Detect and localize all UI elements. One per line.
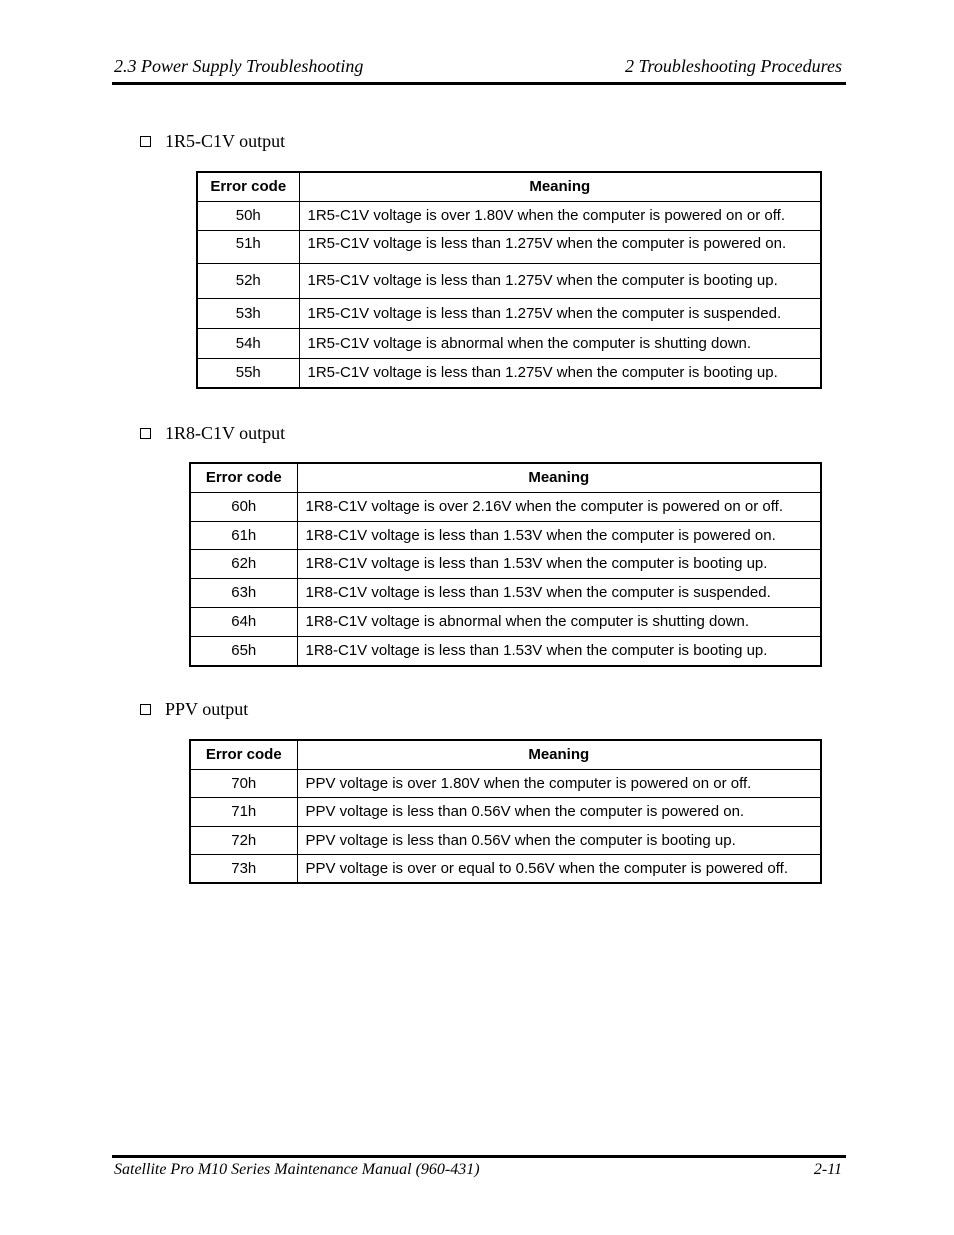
table-row: [197, 298, 821, 328]
page-header: [112, 56, 846, 85]
column-header-error-code: Error code: [190, 463, 297, 492]
table-row: [190, 769, 821, 797]
page-number: 2-11: [813, 1161, 842, 1178]
column-header-error-code: Error code: [190, 740, 297, 769]
table-row: [190, 607, 821, 636]
error-code-cell: 63h: [190, 578, 297, 607]
meaning-cell: 1R5-C1V voltage is less than 1.275V when the computer is booting up.: [299, 358, 821, 388]
error-code-cell: 55h: [197, 358, 299, 388]
error-code-cell: 52h: [197, 263, 299, 298]
page-footer: [112, 1155, 846, 1178]
table-row: [190, 578, 821, 607]
checkbox-bullet-icon: [140, 428, 151, 439]
meaning-cell: 1R5-C1V voltage is over 1.80V when the computer is powered on or off.: [299, 201, 821, 230]
meaning-cell: 1R8-C1V voltage is over 2.16V when the computer is powered on or off.: [297, 492, 821, 521]
table-row: [197, 230, 821, 263]
footer-manual-title: Satellite Pro M10 Series Maintenance Manual (960-431): [114, 1161, 480, 1178]
table-row: [190, 549, 821, 578]
error-code-cell: 70h: [190, 769, 297, 797]
meaning-cell: PPV voltage is less than 0.56V when the computer is powered on.: [297, 797, 821, 826]
table-header-row: [190, 463, 821, 492]
section-label: PPV output: [165, 699, 249, 719]
error-code-cell: 53h: [197, 298, 299, 328]
table-row: [190, 797, 821, 826]
error-code-cell: 61h: [190, 521, 297, 549]
checkbox-bullet-icon: [140, 136, 151, 147]
meaning-cell: PPV voltage is over or equal to 0.56V when the computer is powered off.: [297, 854, 821, 883]
meaning-cell: 1R8-C1V voltage is less than 1.53V when the computer is booting up.: [297, 549, 821, 578]
error-code-cell: 54h: [197, 328, 299, 358]
header-section-title: 2.3 Power Supply Troubleshooting: [114, 56, 364, 76]
table-row: [190, 826, 821, 854]
table-row: [190, 636, 821, 666]
table-row: [190, 521, 821, 549]
column-header-meaning: Meaning: [299, 172, 821, 201]
table-row: [197, 263, 821, 298]
table-row: [197, 328, 821, 358]
column-header-meaning: Meaning: [297, 463, 821, 492]
meaning-cell: 1R5-C1V voltage is less than 1.275V when the computer is powered on.: [299, 230, 821, 263]
section-title-1r5: [140, 131, 285, 151]
error-table-ppv: [189, 739, 822, 884]
table-row: [190, 492, 821, 521]
error-code-cell: 73h: [190, 854, 297, 883]
column-header-meaning: Meaning: [297, 740, 821, 769]
meaning-cell: 1R8-C1V voltage is abnormal when the computer is shutting down.: [297, 607, 821, 636]
meaning-cell: 1R8-C1V voltage is less than 1.53V when the computer is suspended.: [297, 578, 821, 607]
table-row: [190, 854, 821, 883]
error-code-cell: 64h: [190, 607, 297, 636]
meaning-cell: PPV voltage is less than 0.56V when the computer is booting up.: [297, 826, 821, 854]
error-table-1r5: [196, 171, 822, 389]
table-header-row: [190, 740, 821, 769]
table-row: [197, 358, 821, 388]
error-code-cell: 50h: [197, 201, 299, 230]
section-label: 1R8-C1V output: [165, 423, 286, 443]
meaning-cell: PPV voltage is over 1.80V when the computer is powered on or off.: [297, 769, 821, 797]
meaning-cell: 1R8-C1V voltage is less than 1.53V when the computer is booting up.: [297, 636, 821, 666]
checkbox-bullet-icon: [140, 704, 151, 715]
column-header-error-code: Error code: [197, 172, 299, 201]
meaning-cell: 1R5-C1V voltage is less than 1.275V when the computer is booting up.: [299, 263, 821, 298]
error-code-cell: 51h: [197, 230, 299, 263]
meaning-cell: 1R5-C1V voltage is less than 1.275V when the computer is suspended.: [299, 298, 821, 328]
error-code-cell: 72h: [190, 826, 297, 854]
error-code-cell: 65h: [190, 636, 297, 666]
header-chapter-title: 2 Troubleshooting Procedures: [625, 56, 842, 76]
meaning-cell: 1R5-C1V voltage is abnormal when the computer is shutting down.: [299, 328, 821, 358]
section-title-1r8: [140, 423, 285, 443]
table-row: [197, 201, 821, 230]
table-header-row: [197, 172, 821, 201]
error-table-1r8: [189, 462, 822, 667]
section-label: 1R5-C1V output: [165, 131, 286, 151]
error-code-cell: 60h: [190, 492, 297, 521]
error-code-cell: 71h: [190, 797, 297, 826]
meaning-cell: 1R8-C1V voltage is less than 1.53V when the computer is powered on.: [297, 521, 821, 549]
error-code-cell: 62h: [190, 549, 297, 578]
section-title-ppv: [140, 699, 248, 719]
